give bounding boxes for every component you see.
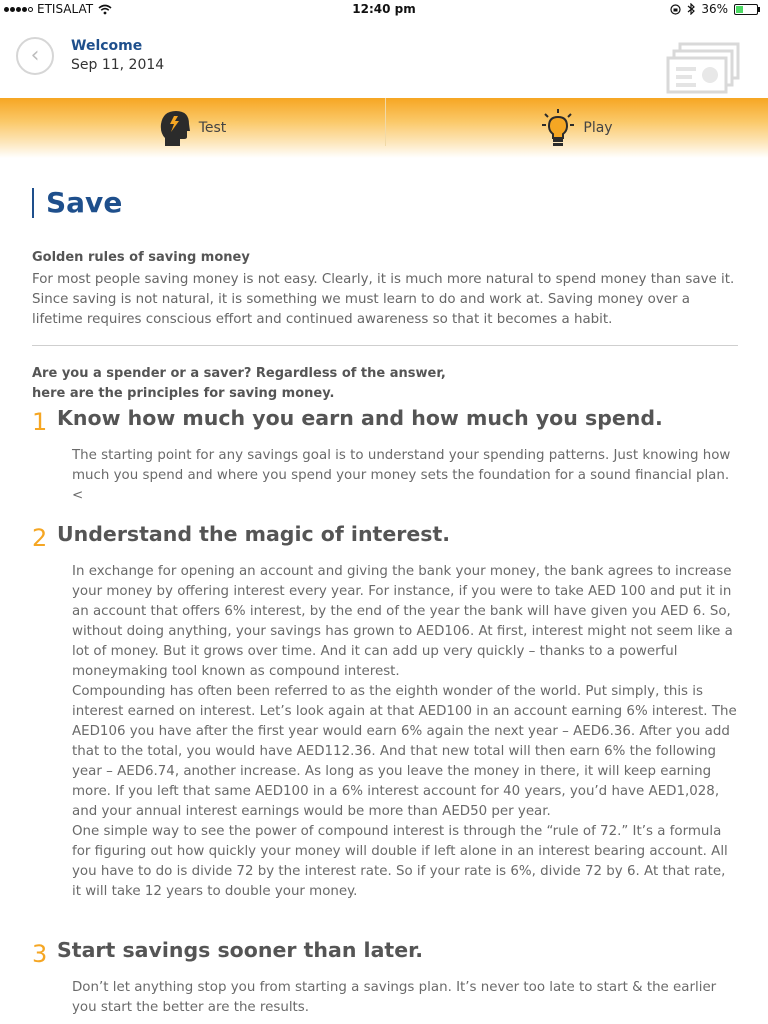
divider: [32, 345, 738, 346]
header-date: Sep 11, 2014: [71, 57, 165, 73]
item-number: 2: [32, 524, 48, 552]
item-number: 1: [32, 408, 48, 436]
tab-test[interactable]: [0, 98, 385, 158]
money-icon[interactable]: [666, 42, 742, 98]
header: [0, 20, 768, 98]
item-paragraph: The starting point for any savings goal is to understand your spending patterns. Just knowing how much you spend and where you spend your money sets the foundation for a sound financial plan.<: [72, 448, 731, 503]
intro-text: For most people saving money is not easy. Clearly, it is much more natural to spend money than save it. Since saving is not natural, it is something we must learn to do and work at. Saving money over a lifetime requires conscious effort and continued awareness so that it becomes a habit.: [32, 272, 735, 327]
lead-text: Are you a spender or a saver? Regardless of the answer, here are the principles for saving money.: [32, 366, 446, 401]
back-button[interactable]: [16, 37, 54, 75]
item-heading: Start savings sooner than later.: [57, 938, 424, 962]
battery-icon: [734, 4, 758, 15]
item-paragraph: One simple way to see the power of compound interest is through the “rule of 72.” It’s a formula for figuring out how quickly your money will double if left alone in an interest bearing account. All you have to do is divide 72 by the interest rate. So if your rate is 6%, divide 72 by 6. At that rate, it will take 12 years to double your money.: [72, 824, 728, 899]
tab-play-label: Play: [583, 120, 613, 136]
orientation-lock-icon: [670, 4, 681, 15]
chevron-left-icon: ‹: [30, 43, 40, 68]
item-heading: Understand the magic of interest.: [57, 522, 451, 546]
header-title: Welcome: [71, 38, 143, 54]
item-number: 3: [32, 940, 48, 968]
item-paragraph: Don’t let anything stop you from starting a savings plan. It’s never too late to start & the earlier you start the better are the results.: [72, 980, 717, 1015]
item-paragraph: In exchange for opening an account and giving the bank your money, the bank agrees to increase your money by offering interest every year. For instance, if you were to take AED 100 and put it in an account that offers 6% interest, by the end of the year the bank will have given you AED 6. So, without doing anything, your savings has grown to AED106. At first, interest might not seem like a lot of money. But it grows over time. And it can add up very quickly – thanks to a powerful moneymaking tool known as compound interest.: [72, 564, 733, 679]
item-paragraph: Compounding has often been referred to as the eighth wonder of the world. Put simply, this is interest earned on interest. Let’s look again at that AED100 in an account earning 6% interest. The AED106 you have after the first year would earn 6% again the next year – AED6.36. After you add that to the total, you would have AED112.36. And that new total will then earn 6% the following year – AED6.74, another increase. As long as you leave the money in there, it will keep earning more. If you left that same AED100 in a 6% interest account for 40 years, you’d have AED1,028, and your annual interest earnings would be more than AED50 per year.: [72, 684, 737, 819]
item-heading: Know how much you earn and how much you spend.: [57, 406, 663, 430]
status-bar: [0, 0, 768, 18]
lightbulb-icon: [541, 108, 575, 148]
bluetooth-icon: [687, 3, 695, 15]
item-body: [72, 562, 738, 902]
tab-test-label: Test: [198, 120, 227, 136]
carrier-label: ETISALAT: [37, 2, 94, 16]
battery-percent: 36%: [701, 2, 728, 16]
tab-bar: [0, 98, 768, 158]
brain-head-icon: [159, 108, 191, 148]
intro-heading: Golden rules of saving money: [32, 250, 250, 265]
tab-play[interactable]: [386, 98, 768, 158]
page-title: Save: [32, 188, 122, 218]
battery-fill: [736, 6, 743, 13]
clock: 12:40 pm: [352, 2, 416, 16]
item-body: [72, 978, 738, 1018]
item-body: [72, 446, 738, 506]
